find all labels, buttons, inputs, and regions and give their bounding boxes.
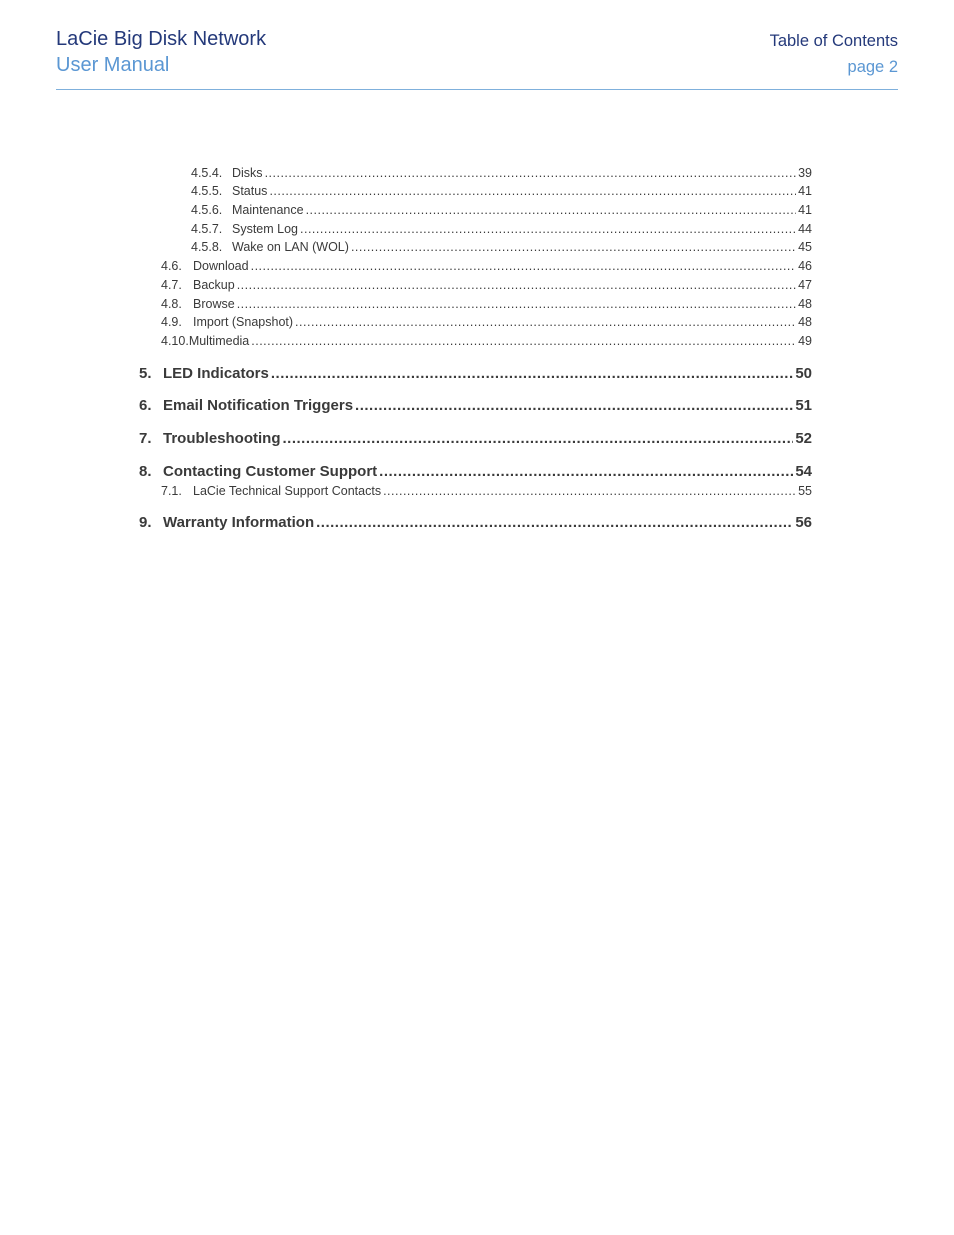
document-subtitle: User Manual xyxy=(56,54,170,76)
toc-entry-page: 44 xyxy=(798,222,812,236)
toc-entry-9[interactable] xyxy=(139,514,812,534)
toc-entry-label: Wake on LAN (WOL) xyxy=(232,240,349,254)
toc-entry-number: 4.5.7. xyxy=(191,222,223,236)
toc-entry-label: Contacting Customer Support xyxy=(163,463,378,480)
toc-leader-dots xyxy=(306,203,797,217)
toc-entry-number: 7.1. xyxy=(161,484,182,498)
toc-entry-number: 4.5.8. xyxy=(191,240,223,254)
toc-entry-page: 49 xyxy=(798,334,812,348)
toc-leader-dots xyxy=(283,430,794,447)
toc-entry-number: 4.7. xyxy=(161,278,182,292)
toc-entry-5[interactable] xyxy=(139,365,812,385)
toc-entry-label: Maintenance xyxy=(232,203,304,217)
toc-entry-4-5-7[interactable] xyxy=(191,222,812,239)
toc-entry-page: 51 xyxy=(795,397,812,414)
toc-entry-8[interactable] xyxy=(139,463,812,483)
toc-entry-4-5-5[interactable] xyxy=(191,184,812,201)
toc-entry-number: 9. xyxy=(139,514,152,531)
toc-entry-number: 4.5.4. xyxy=(191,166,223,180)
toc-entry-4-8[interactable] xyxy=(161,297,812,314)
toc-entry-7-1[interactable] xyxy=(161,484,812,501)
toc-leader-dots xyxy=(237,297,796,311)
toc-entry-number: 4.10. xyxy=(161,334,189,348)
toc-entry-7[interactable] xyxy=(139,430,812,450)
toc-entry-label: Backup xyxy=(193,278,235,292)
toc-entry-page: 48 xyxy=(798,297,812,311)
toc-entry-4-5-8[interactable] xyxy=(191,240,812,257)
toc-entry-label: Multimedia xyxy=(188,334,250,348)
toc-entry-number: 7. xyxy=(139,430,152,447)
toc-entry-number: 6. xyxy=(139,397,152,414)
toc-entry-label: Email Notification Triggers xyxy=(163,397,354,414)
toc-entry-4-6[interactable] xyxy=(161,259,812,276)
toc-entry-page: 56 xyxy=(795,514,812,531)
toc-leader-dots xyxy=(251,334,796,348)
toc-entry-page: 55 xyxy=(798,484,812,498)
document-title: LaCie Big Disk Network xyxy=(56,28,267,50)
toc-leader-dots xyxy=(379,463,793,480)
toc-entry-page: 41 xyxy=(798,203,812,217)
toc-entry-4-7[interactable] xyxy=(161,278,812,295)
toc-leader-dots xyxy=(269,184,796,198)
toc-entry-label: Warranty Information xyxy=(163,514,315,531)
toc-entry-page: 50 xyxy=(795,365,812,382)
toc-entry-page: 45 xyxy=(798,240,812,254)
page-number: page 2 xyxy=(847,58,898,76)
toc-entry-label: Troubleshooting xyxy=(163,430,281,447)
toc-leader-dots xyxy=(351,240,796,254)
toc-leader-dots xyxy=(316,514,793,531)
toc-entry-4-9[interactable] xyxy=(161,315,812,332)
toc-entry-6[interactable] xyxy=(139,397,812,417)
toc-entry-4-5-6[interactable] xyxy=(191,203,812,220)
toc-leader-dots xyxy=(383,484,796,498)
table-of-contents xyxy=(0,0,954,600)
toc-entry-page: 46 xyxy=(798,259,812,273)
toc-entry-page: 52 xyxy=(795,430,812,447)
toc-entry-page: 39 xyxy=(798,166,812,180)
toc-entry-4-5-4[interactable] xyxy=(191,166,812,183)
toc-entry-label: Status xyxy=(232,184,268,198)
toc-leader-dots xyxy=(300,222,796,236)
toc-leader-dots xyxy=(237,278,796,292)
toc-leader-dots xyxy=(295,315,796,329)
toc-entry-label: Import (Snapshot) xyxy=(193,315,294,329)
toc-leader-dots xyxy=(265,166,797,180)
toc-entry-page: 41 xyxy=(798,184,812,198)
toc-entry-page: 47 xyxy=(798,278,812,292)
toc-leader-dots xyxy=(271,365,793,382)
toc-entry-number: 4.5.5. xyxy=(191,184,223,198)
toc-entry-label: Download xyxy=(193,259,249,273)
toc-entry-number: 4.6. xyxy=(161,259,182,273)
toc-entry-number: 5. xyxy=(139,365,152,382)
toc-entry-label: LaCie Technical Support Contacts xyxy=(193,484,382,498)
toc-entry-number: 8. xyxy=(139,463,152,480)
toc-entry-number: 4.5.6. xyxy=(191,203,223,217)
toc-entry-4-10[interactable] xyxy=(161,334,812,351)
toc-entry-label: System Log xyxy=(232,222,299,236)
toc-entry-label: LED Indicators xyxy=(163,365,269,382)
toc-leader-dots xyxy=(355,397,793,414)
toc-entry-page: 54 xyxy=(795,463,812,480)
toc-leader-dots xyxy=(251,259,797,273)
toc-entry-page: 48 xyxy=(798,315,812,329)
toc-entry-label: Disks xyxy=(232,166,263,180)
toc-entry-label: Browse xyxy=(193,297,235,311)
toc-entry-number: 4.9. xyxy=(161,315,182,329)
toc-entry-number: 4.8. xyxy=(161,297,182,311)
section-name: Table of Contents xyxy=(769,32,898,50)
